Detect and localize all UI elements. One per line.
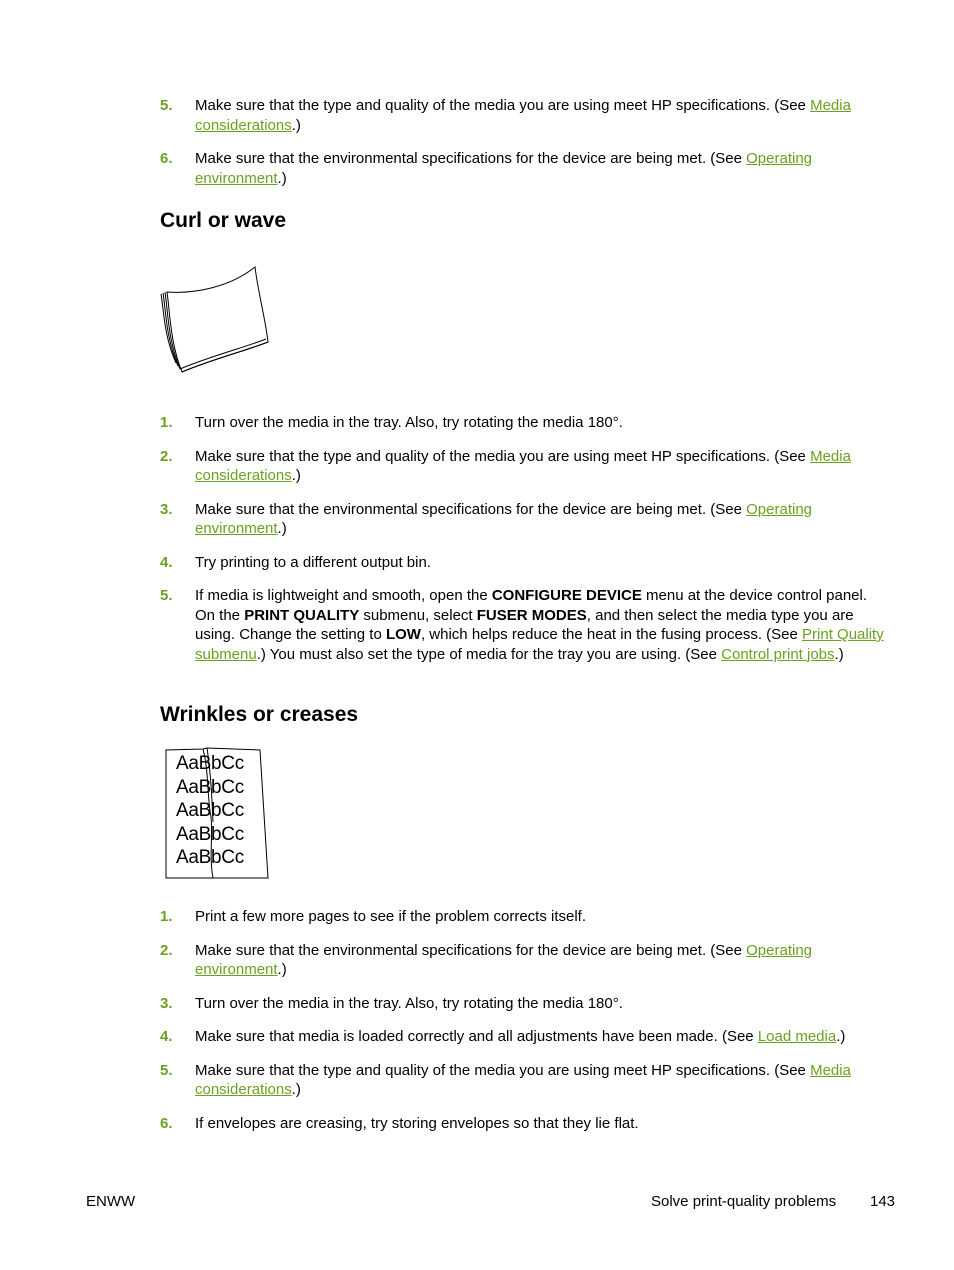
item-text: If media is lightweight and smooth, open the CONFIGURE DEVICE menu at the device control panel. On the PRINT QUALITY submenu, select FUSER MODES, and then select the media type you are using. Change the setting to LOW, which helps reduce the heat in the fusing process. (See Print Quality submenu.) You must also set the type of media for the tray you are using. (See Control print jobs.) <box>195 587 884 663</box>
item-number: 4. <box>160 553 173 571</box>
item-number: 6. <box>160 1114 173 1132</box>
item-text: Try printing to a different output bin. <box>195 553 431 571</box>
item-number: 4. <box>160 1028 173 1045</box>
item-text: If envelopes are creasing, try storing envelopes so that they lie flat. <box>195 1114 639 1132</box>
print-quality-submenu-link[interactable]: Print Quality submenu <box>195 626 884 663</box>
wrinkles-or-creases-heading: Wrinkles or creases <box>160 703 359 726</box>
list-item <box>160 96 890 135</box>
media-considerations-link[interactable]: Media considerations <box>195 447 851 484</box>
item-number: 5. <box>160 97 173 114</box>
item-text: Make sure that the type and quality of the media you are using meet HP specifications. (See Media considerations.) <box>195 97 851 134</box>
list-item <box>160 1061 890 1100</box>
operating-environment-link[interactable]: Operating environment <box>195 941 813 978</box>
item-text: Make sure that the environmental specifications for the device are being met. (See Operating environment.) <box>195 500 813 537</box>
list-item <box>160 447 890 486</box>
curl-steps-list <box>160 413 890 678</box>
control-print-jobs-link[interactable]: Control print jobs <box>721 645 835 663</box>
sample-text-line: AaBbCc <box>176 753 244 774</box>
item-text: Turn over the media in the tray. Also, try rotating the media 180°. <box>195 414 623 431</box>
sample-text-line: AaBbCc <box>176 823 244 845</box>
item-text: Make sure that the type and quality of the media you are using meet HP specifications. (See Media considerations.) <box>195 447 851 484</box>
list-item <box>160 553 890 573</box>
footer-left-label: ENWW <box>86 1193 136 1210</box>
item-number: 1. <box>160 414 173 431</box>
top-list <box>160 96 890 202</box>
item-number: 6. <box>160 150 173 167</box>
list-item <box>160 907 890 927</box>
operating-environment-link[interactable]: Operating environment <box>195 500 813 537</box>
media-considerations-link[interactable]: Media considerations <box>195 97 851 134</box>
item-number: 3. <box>160 994 173 1012</box>
item-text: Make sure that the environmental specifications for the device are being met. (See Operating environment.) <box>195 150 813 187</box>
item-text: Make sure that media is loaded correctly and all adjustments have been made. (See Load media.) <box>195 1028 846 1045</box>
list-item <box>160 1114 890 1134</box>
sample-text-line: AaBbCc <box>176 847 244 868</box>
footer-section-title: Solve print-quality problems <box>651 1193 837 1210</box>
load-media-link[interactable]: Load media <box>757 1028 837 1045</box>
page-number: 143 <box>870 1193 896 1210</box>
sample-text-lines <box>176 752 244 870</box>
curl-or-wave-heading: Curl or wave <box>160 209 287 232</box>
item-text: Turn over the media in the tray. Also, try rotating the media 180°. <box>195 994 623 1012</box>
wrinkled-page-illustration <box>165 747 269 879</box>
item-text: Make sure that the type and quality of the media you are using meet HP specifications. (See Media considerations.) <box>195 1061 851 1098</box>
item-number: 3. <box>160 500 173 518</box>
wrinkles-steps-list <box>160 907 890 1147</box>
list-item <box>160 941 890 980</box>
list-item <box>160 994 890 1014</box>
item-number: 1. <box>160 908 173 925</box>
operating-environment-link[interactable]: Operating environment <box>195 150 813 187</box>
media-considerations-link[interactable]: Media considerations <box>195 1061 851 1098</box>
list-item <box>160 413 890 433</box>
list-item <box>160 1027 890 1047</box>
curled-paper-illustration <box>160 262 275 377</box>
item-number: 2. <box>160 941 173 959</box>
item-text: Print a few more pages to see if the problem corrects itself. <box>195 908 587 925</box>
item-text: Make sure that the environmental specifications for the device are being met. (See Operating environment.) <box>195 941 813 978</box>
sample-text-line: AaBbCc <box>176 800 244 821</box>
item-number: 5. <box>160 1061 173 1079</box>
item-number: 5. <box>160 587 173 604</box>
item-number: 2. <box>160 447 173 465</box>
sample-text-line: AaBbCc <box>176 776 244 798</box>
list-item <box>160 149 890 188</box>
list-item <box>160 586 890 664</box>
list-item <box>160 500 890 539</box>
